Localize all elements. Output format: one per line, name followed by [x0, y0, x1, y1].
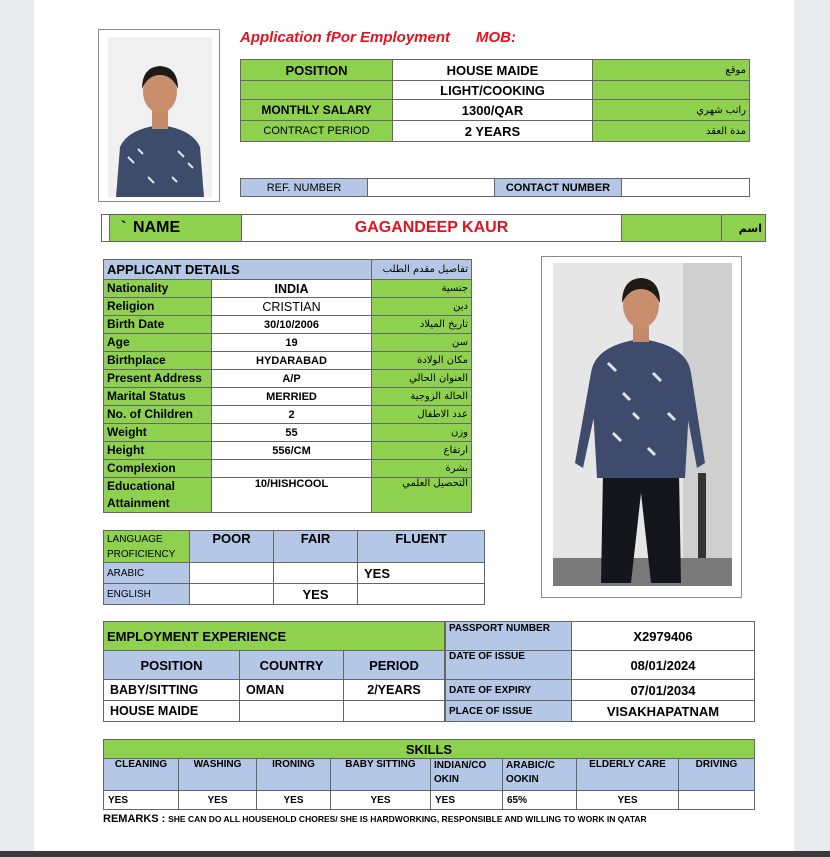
bottom-bar	[0, 851, 830, 857]
applicant-field-label: Educational Attainment	[104, 478, 212, 513]
applicant-field-arabic: بشرة	[372, 460, 472, 478]
applicant-row	[104, 478, 472, 513]
contact-number-label: CONTACT NUMBER	[495, 179, 622, 197]
applicant-row	[104, 280, 472, 298]
english-fair: YES	[274, 584, 358, 605]
applicant-field-value: 19	[212, 334, 372, 352]
skill-header: CLEANING	[104, 759, 179, 791]
applicant-row	[104, 424, 472, 442]
language-arabic-label: ARABIC	[104, 563, 190, 584]
skill-header: BABY SITTING	[331, 759, 431, 791]
date-of-expiry-value: 07/01/2034	[572, 680, 755, 701]
applicant-field-label: Nationality	[104, 280, 212, 298]
application-title: Application fPor Employment MOB:	[240, 29, 517, 46]
employment-row-1-country: OMAN	[240, 680, 344, 701]
date-of-expiry-label: DATE OF EXPIRY	[446, 680, 572, 701]
applicant-field-value: INDIA	[212, 280, 372, 298]
applicant-field-value: CRISTIAN	[212, 298, 372, 316]
applicant-field-arabic: جنسية	[372, 280, 472, 298]
skill-value: YES	[179, 791, 257, 810]
employment-header-country: COUNTRY	[240, 651, 344, 680]
position-sub-label	[241, 81, 393, 100]
applicant-row	[104, 298, 472, 316]
english-fluent	[358, 584, 485, 605]
name-table	[101, 214, 766, 242]
skill-value: YES	[104, 791, 179, 810]
salary-arabic: راتب شهري	[593, 100, 750, 121]
applicant-row	[104, 388, 472, 406]
language-table	[103, 530, 485, 605]
applicant-field-arabic: التحصيل العلمي	[372, 478, 472, 513]
name-arabic: اسم	[722, 215, 766, 242]
applicant-row	[104, 334, 472, 352]
language-header-poor: POOR	[190, 531, 274, 563]
applicant-field-value: 30/10/2006	[212, 316, 372, 334]
skill-value: YES	[577, 791, 679, 810]
english-poor	[190, 584, 274, 605]
applicant-field-value: MERRIED	[212, 388, 372, 406]
skill-header: WASHING	[179, 759, 257, 791]
skill-value: YES	[431, 791, 503, 810]
arabic-fluent: YES	[358, 563, 485, 584]
skill-header: ARABIC/C OOKIN	[503, 759, 577, 791]
arabic-fair	[274, 563, 358, 584]
applicant-field-arabic: العنوان الحالي	[372, 370, 472, 388]
ref-number-label: REF. NUMBER	[241, 179, 368, 197]
employment-row-1-period: 2/YEARS	[344, 680, 445, 701]
ref-contact-table	[240, 178, 750, 197]
skill-value	[679, 791, 755, 810]
skill-value: 65%	[503, 791, 577, 810]
skill-header: DRIVING	[679, 759, 755, 791]
skills-table	[103, 739, 755, 810]
applicant-field-arabic: عدد الاطفال	[372, 406, 472, 424]
language-header-label: LANGUAGE PROFICIENCY	[104, 531, 190, 563]
applicant-field-label: Weight	[104, 424, 212, 442]
language-header-fluent: FLUENT	[358, 531, 485, 563]
applicant-field-arabic: دين	[372, 298, 472, 316]
application-page	[34, 0, 794, 851]
applicant-field-label: Marital Status	[104, 388, 212, 406]
applicant-field-label: Birthplace	[104, 352, 212, 370]
skills-header-row	[104, 759, 755, 791]
applicant-row	[104, 370, 472, 388]
applicant-field-value: 2	[212, 406, 372, 424]
arabic-poor	[190, 563, 274, 584]
applicant-row	[104, 316, 472, 334]
employment-row-2-period	[344, 701, 445, 722]
position-value: HOUSE MAIDE	[393, 60, 593, 81]
place-of-issue-label: PLACE OF ISSUE	[446, 701, 572, 722]
applicant-details-title: APPLICANT DETAILS	[104, 260, 372, 280]
applicant-field-arabic: تاريخ الميلاد	[372, 316, 472, 334]
applicant-details-title-arabic: تفاصيل مقدم الطلب	[372, 260, 472, 280]
salary-label: MONTHLY SALARY	[241, 100, 393, 121]
place-of-issue-value: VISAKHAPATNAM	[572, 701, 755, 722]
skill-value: YES	[257, 791, 331, 810]
employment-row-2-position: HOUSE MAIDE	[104, 701, 240, 722]
applicant-field-label: No. of Children	[104, 406, 212, 424]
applicant-row	[104, 442, 472, 460]
applicant-field-value: 55	[212, 424, 372, 442]
skills-values-row	[104, 791, 755, 810]
contract-arabic: مدة العقد	[593, 121, 750, 142]
contract-value: 2 YEARS	[393, 121, 593, 142]
applicant-field-label: Birth Date	[104, 316, 212, 334]
applicant-field-label: Complexion	[104, 460, 212, 478]
remarks-label: REMARKS :	[103, 813, 166, 825]
applicant-details-table	[103, 259, 472, 513]
applicant-field-value: 10/HISHCOOL	[212, 478, 372, 513]
skill-header: INDIAN/CO OKIN	[431, 759, 503, 791]
applicant-field-arabic: ارتفاع	[372, 442, 472, 460]
applicant-field-value: HYDARABAD	[212, 352, 372, 370]
applicant-field-label: Height	[104, 442, 212, 460]
applicant-photo-large	[541, 256, 742, 598]
applicant-field-arabic: سن	[372, 334, 472, 352]
applicant-field-label: Present Address	[104, 370, 212, 388]
applicant-field-label: Religion	[104, 298, 212, 316]
applicant-field-value: 556/CM	[212, 442, 372, 460]
skill-header: ELDERLY CARE	[577, 759, 679, 791]
passport-table	[445, 621, 755, 722]
date-of-issue-label: DATE OF ISSUE	[446, 651, 572, 680]
applicant-field-arabic: مكان الولادة	[372, 352, 472, 370]
applicant-field-arabic: الحالة الزوجية	[372, 388, 472, 406]
employment-header-position: POSITION	[104, 651, 240, 680]
position-sub-value: LIGHT/COOKING	[393, 81, 593, 100]
date-of-issue-value: 08/01/2024	[572, 651, 755, 680]
contact-number-value	[622, 179, 750, 197]
position-sub-arabic	[593, 81, 750, 100]
ref-number-value	[368, 179, 495, 197]
salary-value: 1300/QAR	[393, 100, 593, 121]
language-english-label: ENGLISH	[104, 584, 190, 605]
skill-header: IRONING	[257, 759, 331, 791]
passport-number-label: PASSPORT NUMBER	[446, 622, 572, 651]
name-label-cell: ` NAME	[110, 215, 242, 242]
name-label: NAME	[133, 219, 181, 236]
position-table	[240, 59, 750, 142]
position-arabic: موقع	[593, 60, 750, 81]
language-header-fair: FAIR	[274, 531, 358, 563]
applicant-field-value	[212, 460, 372, 478]
applicant-photo-small	[98, 29, 220, 202]
employment-table	[103, 621, 445, 722]
employment-title: EMPLOYMENT EXPERIENCE	[104, 622, 445, 651]
applicant-field-value: A/P	[212, 370, 372, 388]
skill-value: YES	[331, 791, 431, 810]
applicant-name: GAGANDEEP KAUR	[242, 215, 622, 242]
applicant-row	[104, 352, 472, 370]
remarks-text: SHE CAN DO ALL HOUSEHOLD CHORES/ SHE IS HARDWORKING, RESPONSIBLE AND WILLING TO WORK IN QATAR	[168, 814, 647, 824]
portrait-image	[108, 37, 212, 197]
passport-number-value: X2979406	[572, 622, 755, 651]
applicant-field-label: Age	[104, 334, 212, 352]
remarks	[103, 813, 647, 825]
applicant-row	[104, 406, 472, 424]
full-body-image	[553, 263, 732, 586]
employment-row-2-country	[240, 701, 344, 722]
skills-title: SKILLS	[104, 740, 755, 759]
employment-header-period: PERIOD	[344, 651, 445, 680]
applicant-row	[104, 460, 472, 478]
position-label: POSITION	[241, 60, 393, 81]
employment-row-1-position: BABY/SITTING	[104, 680, 240, 701]
contract-label: CONTRACT PERIOD	[241, 121, 393, 142]
applicant-field-arabic: وزن	[372, 424, 472, 442]
